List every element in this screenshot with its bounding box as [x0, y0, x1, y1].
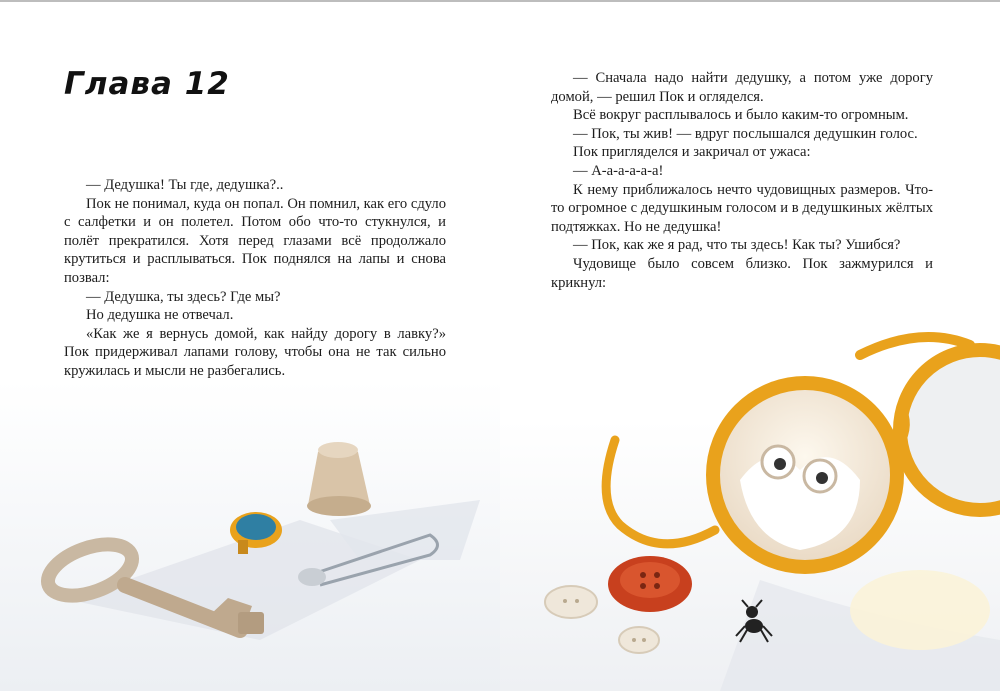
right-text-block [551, 69, 933, 292]
paragraph: — Дедушка! Ты где, дедушка?.. [86, 177, 284, 193]
paragraph: — Дедушка, ты здесь? Где мы? [86, 288, 281, 305]
paragraph: К нему приближалось нечто чудовищных размеров. Что-то огромное с дедушкиным голосом и в дедушкиных жёлтых подтяжках. Но не дедушка! [551, 181, 933, 235]
red-button-illustration [608, 556, 692, 612]
paragraph: Пок пригляделся и закричал от ужаса: [573, 144, 811, 161]
paragraph: Пок не понимал, куда он попал. Он помнил, как его сдуло с салфетки и он полетел. Потом обо что-то стукнулся, и полёт прекратился. Хотя перед глазами всё продолжало крутиться и расплываться. Пок поднялся на лапы и снова позвал: [64, 195, 446, 286]
paragraph: Чудовище было совсем близко. Пок зажмурился и крикнул: [551, 255, 933, 291]
paragraph: Но дедушка не отвечал. [86, 307, 234, 324]
paragraph: Всё вокруг расплывалось и было каким-то огромным. [573, 107, 909, 124]
paragraph: — А-а-а-а-а-а! [573, 162, 664, 179]
paragraph: «Как же я вернусь домой, как найду дорогу в лавку?» Пок придерживал лапами голову, чтобы она не так сильно кружилась и мысли не разбегались. [64, 325, 446, 379]
paragraph: — Пок, ты жив! — вдруг послышался дедушкин голос. [573, 125, 918, 142]
left-text-block [64, 176, 446, 381]
paragraph: — Сначала надо найти дедушку, а потом уже дорогу домой, — решил Пок и огляделся. [551, 70, 933, 105]
right-page [500, 0, 1000, 691]
paragraph: — Пок, как же я рад, что ты здесь! Как ты? Ушибся? [573, 237, 901, 254]
chapter-title: Глава 12 [64, 66, 230, 102]
light-spot [850, 570, 990, 650]
